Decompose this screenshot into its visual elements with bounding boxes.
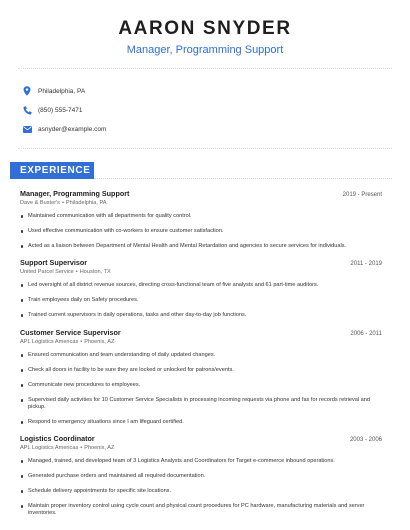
bullet-item: Trained current supervisors in daily operations, tasks and other day-to-day job functions. <box>20 312 382 319</box>
contact-divider <box>18 148 392 149</box>
bullet-item: Communicate new procedures to employees. <box>20 382 382 389</box>
job-dates: 2019 - Present <box>342 192 382 198</box>
job-title: Support Supervisor <box>20 258 88 267</box>
bullet-item: Maintain proper inventory control using cycle count and physical count procedures for PC hardware, manufacturing materials and server inventories. <box>20 503 382 517</box>
bullet-item: Generated purchase orders and maintained all required documentation. <box>20 473 382 480</box>
job-entry <box>20 189 382 258</box>
job-company-location: Dave & Buster's • Philadelphia, PA <box>20 200 107 206</box>
phone-icon <box>22 105 32 115</box>
bullet-item: Managed, trained, and developed team of 3 Logistics Analysts and Coordinators for Target e-commerce inbound operations. <box>20 458 382 465</box>
bullet-item: Maintained communication with all departments for quality control. <box>20 213 382 220</box>
bullet-item: Check all doors in facility to be sure they are locked or unlocked for patrons/events. <box>20 367 382 374</box>
contact-email-text: asnyder@example.com <box>38 125 107 133</box>
contact-email <box>22 120 106 138</box>
contact-location <box>22 82 106 100</box>
contact-list <box>22 82 106 138</box>
job-company-location: APL Logistics Americas • Phoenix, AZ <box>20 339 115 345</box>
job-bullets <box>20 458 382 517</box>
contact-location-text: Philadelphia, PA <box>38 87 86 95</box>
bullet-item: Used effective communication with co-workers to ensure customer satisfaction. <box>20 228 382 235</box>
contact-phone <box>22 101 106 119</box>
job-dates: 2011 - 2019 <box>350 261 382 267</box>
job-entry <box>20 328 382 434</box>
job-location: Houston, TX <box>79 269 111 275</box>
bullet-item: Acted as a liaison between Department of Mental Health and Mental Retardation and agencies to secure services for individuals. <box>20 243 382 250</box>
candidate-title: Manager, Programming Support <box>126 44 284 56</box>
bullet-item: Ensured communication and team understanding of daily updated changes. <box>20 352 382 359</box>
job-company: United Parcel Service <box>20 269 74 275</box>
job-bullets <box>20 213 382 250</box>
bullet-item: Respond to emergency situations since I am lifeguard certified. <box>20 419 382 426</box>
job-bullets <box>20 352 382 426</box>
job-company: Dave & Buster's <box>20 200 60 206</box>
job-entry <box>20 258 382 328</box>
experience-heading: EXPERIENCE <box>10 162 94 179</box>
job-location: Phoenix, AZ <box>84 445 115 451</box>
bullet-item: Led oversight of all district revenue sources, directing cross-functional team of five analysts and 61 part-time auditors. <box>20 282 382 289</box>
job-company-location: APL Logistics Americas • Phoenix, AZ <box>20 445 115 451</box>
experience-heading-rule <box>94 178 392 179</box>
email-icon <box>22 124 32 134</box>
job-bullets <box>20 282 382 319</box>
job-dates: 2006 - 2011 <box>350 331 382 337</box>
job-location: Phoenix, AZ <box>84 339 115 345</box>
job-company: APL Logistics Americas <box>20 339 79 345</box>
resume-header <box>0 0 410 57</box>
job-company: APL Logistics Americas <box>20 445 79 451</box>
bullet-item: Supervised daily activities for 10 Customer Service Specialists in processing incoming requests via phone and fax for records retrieval and pickup. <box>20 397 382 411</box>
location-pin-icon <box>22 86 32 96</box>
job-dates: 2003 - 2006 <box>349 437 382 443</box>
experience-list <box>20 189 382 517</box>
bullet-item: Train employees daily on Safety procedures. <box>20 297 382 304</box>
job-entry <box>20 434 382 517</box>
candidate-name: AARON SNYDER <box>118 18 292 39</box>
job-location: Philadelphia, PA <box>65 200 107 206</box>
job-title: Customer Service Supervisor <box>20 328 121 337</box>
contact-phone-text: (850) 555-7471 <box>38 106 83 114</box>
job-title: Manager, Programming Support <box>20 189 130 198</box>
job-company-location: United Parcel Service • Houston, TX <box>20 269 111 275</box>
job-title: Logistics Coordinator <box>20 434 95 443</box>
bullet-item: Schedule delivery appointments for specific site locations. <box>20 488 382 495</box>
header-divider <box>18 68 392 69</box>
